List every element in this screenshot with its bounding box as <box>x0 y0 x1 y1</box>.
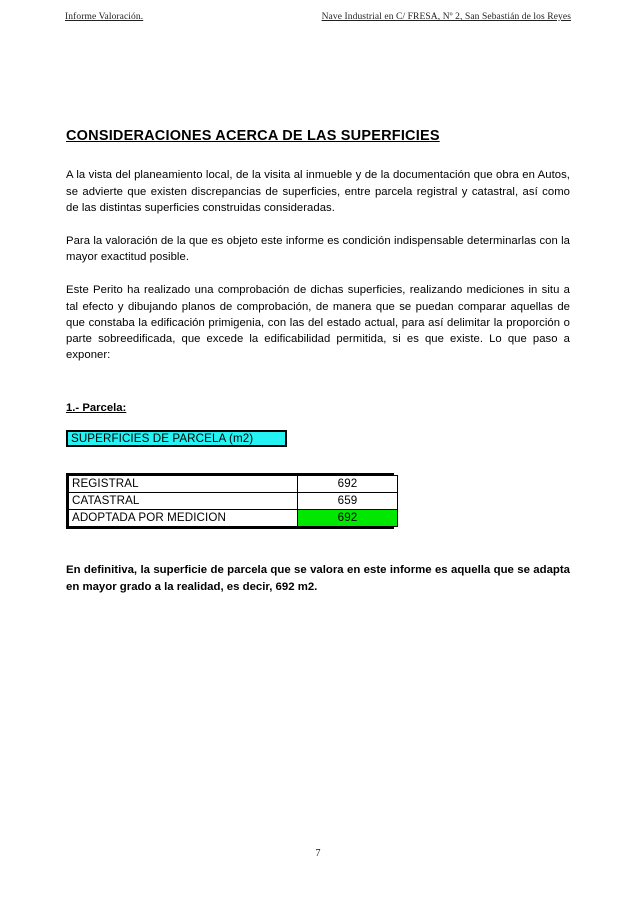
table-cell-label: REGISTRAL <box>69 476 298 493</box>
paragraph-2: Para la valoración de la que es objeto este informe es condición indispensable determinarlas con la mayor exactitud posible. <box>66 235 570 264</box>
conclusion-paragraph: En definitiva, la superficie de parcela que se valora en este informe es aquella que se adapta en mayor grado a la realidad, es decir, 692 m2. <box>66 564 570 593</box>
table-row <box>69 510 398 527</box>
document-body <box>66 128 570 595</box>
paragraph-spacer <box>66 380 570 398</box>
table-cell-label: CATASTRAL <box>69 493 298 510</box>
paragraph-3: Este Perito ha realizado una comprobación de dichas superficies, realizando mediciones in situ a tal efecto y dibujando planos de comprobación, de manera que se puedan comparar aquellas de que constaba la edificación primigenia, con las del estado actual, para así delimitar la proporción o parte sobreedificada, que excede la edificabilidad permitida, si es que existe. Lo que paso a exponer: <box>66 284 570 362</box>
header-left-text: Informe Valoración. <box>65 12 144 22</box>
header-right-text: Nave Industrial en C/ FRESA, Nº 2, San Sebastián de los Reyes <box>321 12 571 22</box>
paragraph-1: A la vista del planeamiento local, de la visita al inmueble y de la documentación que obra en Autos, se advierte que existen discrepancias de superficies, entre parcela registral y catastral, así como de las distintas superficies construidas consideradas. <box>66 169 570 214</box>
subheading-parcela-wrap <box>66 398 570 430</box>
page-title: CONSIDERACIONES ACERCA DE LAS SUPERFICIES <box>66 128 440 144</box>
subheading-parcela: 1.- Parcela: <box>66 402 127 415</box>
table-row <box>69 493 398 510</box>
page-number: 7 <box>315 848 321 859</box>
table-title-box: SUPERFICIES DE PARCELA (m2) <box>66 430 287 447</box>
running-header <box>65 12 571 30</box>
table-cell-value: 659 <box>298 493 398 510</box>
table-cell-value: 692 <box>298 476 398 493</box>
table-cell-label: ADOPTADA POR MEDICION <box>69 510 298 527</box>
surface-table <box>68 475 398 527</box>
surface-table-wrap <box>66 473 394 529</box>
table-cell-value-highlighted: 692 <box>298 510 398 527</box>
table-row <box>69 476 398 493</box>
